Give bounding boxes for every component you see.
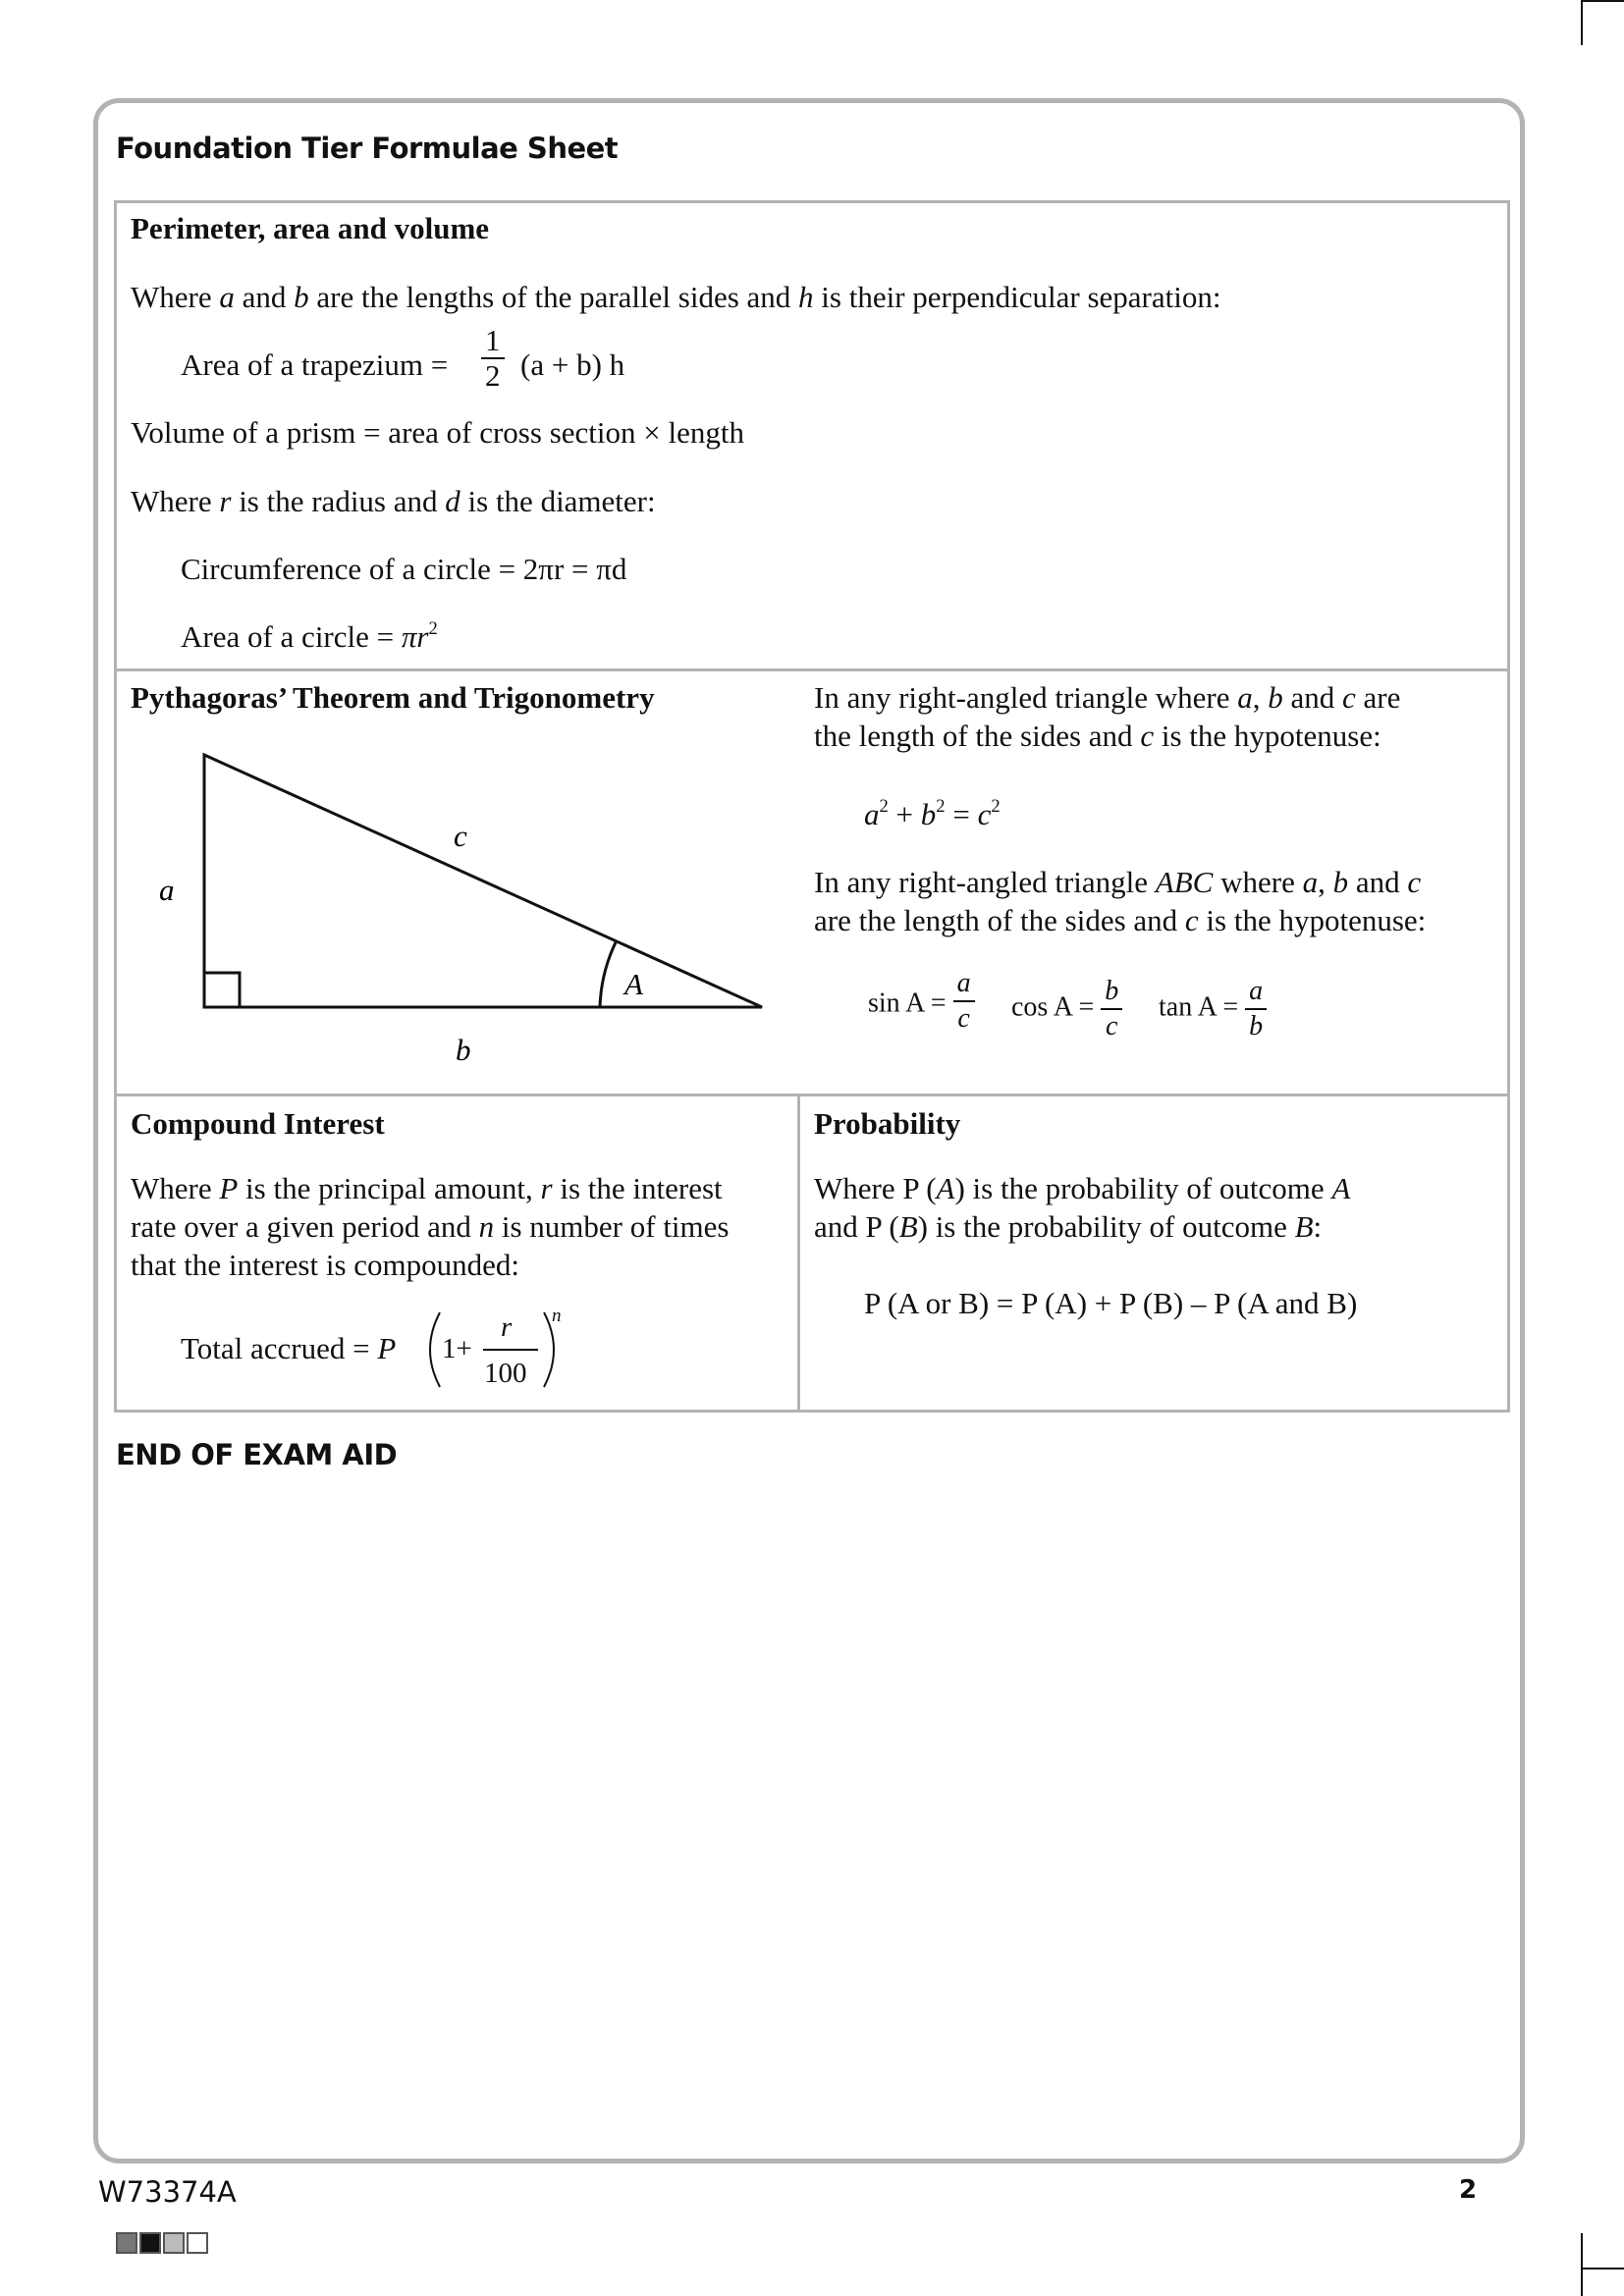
probability-heading: Probability [814, 1106, 961, 1141]
triangle-outline [204, 755, 762, 1007]
left-paren [430, 1312, 440, 1387]
trapezium-fraction: $\frac{1}{2}$ [481, 324, 505, 393]
lightgrey-swatch [163, 2232, 185, 2254]
compound-text-1: Where P is the principal amount, r is the interest [131, 1171, 723, 1205]
white-swatch [187, 2232, 208, 2254]
table-border-bottom [114, 1410, 1510, 1413]
right-angle-marker [204, 973, 240, 1007]
angle-arc [600, 940, 617, 1007]
pythagoras-formula: $a^2 + b^2 = c^2$ [864, 795, 1001, 831]
crop-mark-top-v [1581, 0, 1583, 45]
one-plus: 1+ [442, 1333, 472, 1364]
fraction-100: 100 [484, 1358, 527, 1389]
probability-formula: P (A or B) = P (A) + P (B) – P (A and B) [864, 1286, 1358, 1320]
end-of-exam-aid: END OF EXAM AID [116, 1438, 398, 1471]
exponent-n: n [552, 1306, 562, 1326]
trig-text-a: In any right-angled triangle ABC where a, b and c [814, 865, 1422, 899]
grey-swatch [116, 2232, 137, 2254]
sin-formula: sin A = $\frac{a}{c}$ [868, 975, 975, 1036]
label-angle-A: A [624, 967, 643, 1001]
compound-text-3: that the interest is compounded: [131, 1248, 520, 1282]
circumference-formula: Circumference of a circle = 2πr = πd [181, 552, 627, 586]
crop-mark-bottom-h [1581, 2268, 1624, 2269]
label-side-c: c [454, 819, 467, 853]
row-divider-2 [114, 1094, 1510, 1096]
cos-formula: cos A = $\frac{b}{c}$ [1011, 975, 1122, 1043]
compound-heading: Compound Interest [131, 1106, 385, 1141]
compound-text-2: rate over a given period and n is number of times [131, 1209, 730, 1244]
prism-formula: Volume of a prism = area of cross section × length [131, 415, 744, 450]
paper-code: W73374A [98, 2175, 237, 2209]
probability-text-1: Where P (A) is the probability of outcome A [814, 1171, 1351, 1205]
label-side-a: a [159, 873, 175, 907]
trapezium-expression: (a + b) h [520, 347, 625, 382]
perimeter-heading: Perimeter, area and volume [131, 211, 490, 245]
label-side-b: b [456, 1033, 471, 1067]
total-accrued-label: Total accrued = P [181, 1331, 397, 1365]
trig-text-b: are the length of the sides and c is the hypotenuse: [814, 903, 1427, 937]
pythagoras-heading: Pythagoras’ Theorem and Trigonometry [131, 680, 655, 715]
right-triangle-diagram [147, 741, 785, 1075]
trapezium-intro: Where a and b are the lengths of the parallel sides and h is their perpendicular separation: [131, 280, 1221, 314]
table-border-left [114, 200, 117, 1413]
fraction-r: r [501, 1311, 513, 1343]
probability-text-2: and P (B) is the probability of outcome B: [814, 1209, 1323, 1244]
trapezium-label: Area of a trapezium = [181, 347, 449, 382]
tan-formula: tan A = $\frac{a}{b}$ [1159, 975, 1267, 1043]
sheet-title: Foundation Tier Formulae Sheet [116, 132, 619, 165]
pythagoras-text-1b: the length of the sides and c is the hypotenuse: [814, 719, 1381, 753]
page-number: 2 [1459, 2175, 1478, 2205]
row-divider-1 [114, 668, 1510, 671]
column-divider [797, 1094, 800, 1413]
table-border-top [114, 200, 1510, 203]
table-border-right [1507, 200, 1510, 1413]
circle-intro: Where r is the radius and d is the diameter: [131, 484, 656, 518]
crop-mark-top-h [1581, 0, 1624, 2]
circle-area-formula: Area of a circle = $\pi r^2$ [181, 617, 438, 654]
pythagoras-text-1a: In any right-angled triangle where a, b and c are [814, 680, 1401, 715]
black-swatch [139, 2232, 161, 2254]
crop-mark-bottom-v [1581, 2233, 1583, 2296]
